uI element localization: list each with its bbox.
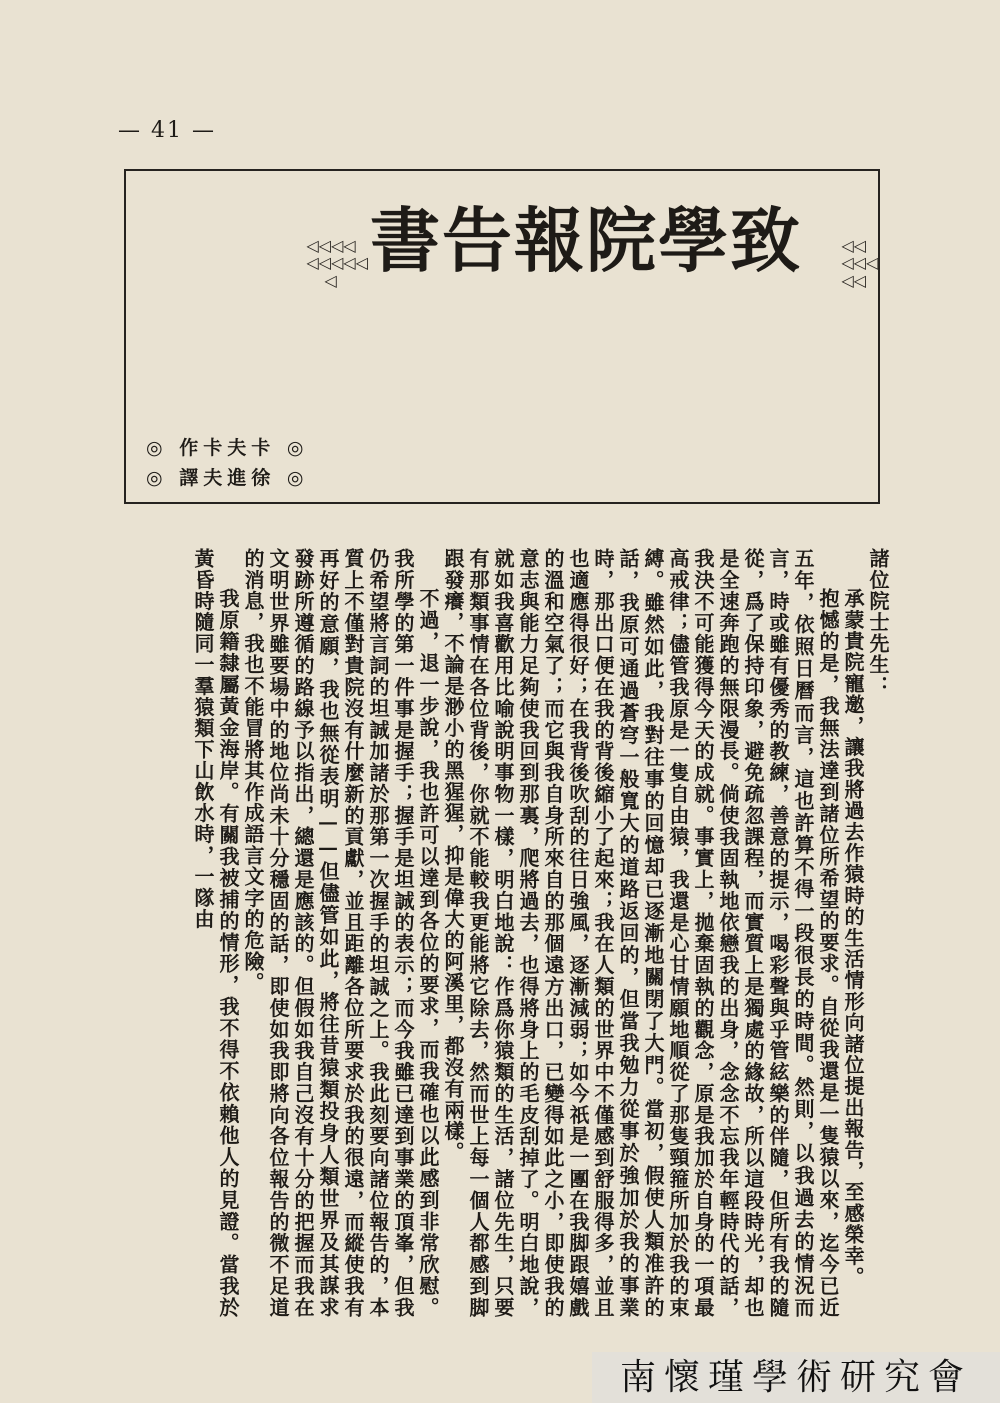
title-box xyxy=(124,169,880,504)
right-ornament-icon: ◁◁ xyxy=(841,236,866,255)
marker-icon: ◎ xyxy=(286,437,309,459)
article-body xyxy=(115,548,890,1318)
paragraph: 抱憾的是，我無法達到諸位所希望的要求。自從我還是一隻猿以來，迄今已近五年，依照日曆而言，這也許算不得一段很長的時間。然則，以我過去的情況而言，時或雖有優秀的教練，善意的提示，喝彩聲與乎管絃樂的伴隨，但所有我的隨從，爲了保持印象，避免疏忽課程，而實質上是獨處的緣故，所以這段時光，却也是全速奔跑的無限漫長。倘使我固執地依戀我的出身，念念不忘我年輕時代的話，我決不可能獲得今天的成就。事實上，拋棄固執的觀念，原是我加於自身的一項最高戒律；儘管我原是一隻自由猿，我還是心甘情願地順從了那隻頸箍所加於我的束縛。雖然如此，我對往事的回憶却已逐漸地關閉了大門。當初，假使人類准許的話，我原可通過蒼穹一般寬大的道路返回的，但當我勉力從事於強加於我的事業時，那出口便在我的背後縮小了起來；我在人類的世界中不僅感到舒服得多，並且也適應得很好；在我背後吹刮的往日強風，逐漸減弱；如今祇是一團在我脚跟嬉戲的溫和空氣了；而它與我自身所來自的那個遠方出口，已變得如此之小，即使我的意志與能力足夠使我回到那裏，爬將過去，也得將身上的毛皮刮掉了。明白地說，就如我喜歡用比喻說明事物一樣，明白地說：作爲你猿類的生活，諸位先生，只要有那類事情在各位背後，你就不能較我更能將它除去，然而世上每一個人都感到脚跟發癢，不論是渺小的黑猩猩，抑是偉大的阿溪里，都沒有兩樣。 xyxy=(441,548,840,1318)
marker-icon: ◎ xyxy=(146,437,168,459)
marker-icon: ◎ xyxy=(146,467,168,489)
right-ornament-icon: ◁◁ xyxy=(841,271,866,290)
translator-line xyxy=(146,463,308,490)
left-ornament-icon: ◁◁◁◁ xyxy=(306,236,356,255)
salutation: 諸位院士先生： xyxy=(866,548,890,697)
paragraph: 承蒙貴院寵邀，讓我將過去作猿時的生活情形向諸位提出報告，至感榮幸。 xyxy=(841,588,865,1288)
translator-name: 徐進夫譯 xyxy=(179,467,276,489)
right-ornament-icon: ◁◁◁ xyxy=(841,253,879,272)
marker-icon: ◎ xyxy=(286,467,309,489)
page-title: 致學院報告書 xyxy=(370,199,802,282)
left-ornament-icon: ◁◁◁◁◁ xyxy=(306,253,368,272)
watermark-banner: 南懷瑾學術研究會 xyxy=(592,1352,1000,1403)
page-number: — 41 — xyxy=(118,118,216,143)
paragraph: 我原籍隸屬黃金海岸。有關我被捕的情形，我不得不依賴他人的見證。當我於黃昏時隨同一羣猿類下山飲水時，一隊由 xyxy=(191,548,240,1318)
paragraph: 不過，退一步說，我也許可以達到各位的要求，而我確也以此感到非常欣慰。我所學的第一件事是握手；握手是坦誠的表示；而今我雖已達到事業的頂峯，但我仍希望將言詞的坦誠加諸於那第一次握手的坦誠之上。我此刻要向諸位報告的，本質上不僅對貴院沒有什麼新的貢獻，並且距離各位所要求於我的很遠，而縱使我有再好的意願，我也無從表明——但儘管如此，將往昔猿類投身人類世界及其謀求發跡所遵循的路線予以指出，總還是應該的。但假如我自己沒有十分的把握而我在文明世界雖要場中的地位尚未十分穩固的話，即使如我即將向各位報告的微不足道的消息，我也不能冒將其作成語言文字的危險。 xyxy=(241,548,440,1318)
author-name: 卡夫卡作 xyxy=(179,437,276,459)
left-ornament-icon: ◁ xyxy=(324,271,337,290)
author-line xyxy=(146,433,308,460)
